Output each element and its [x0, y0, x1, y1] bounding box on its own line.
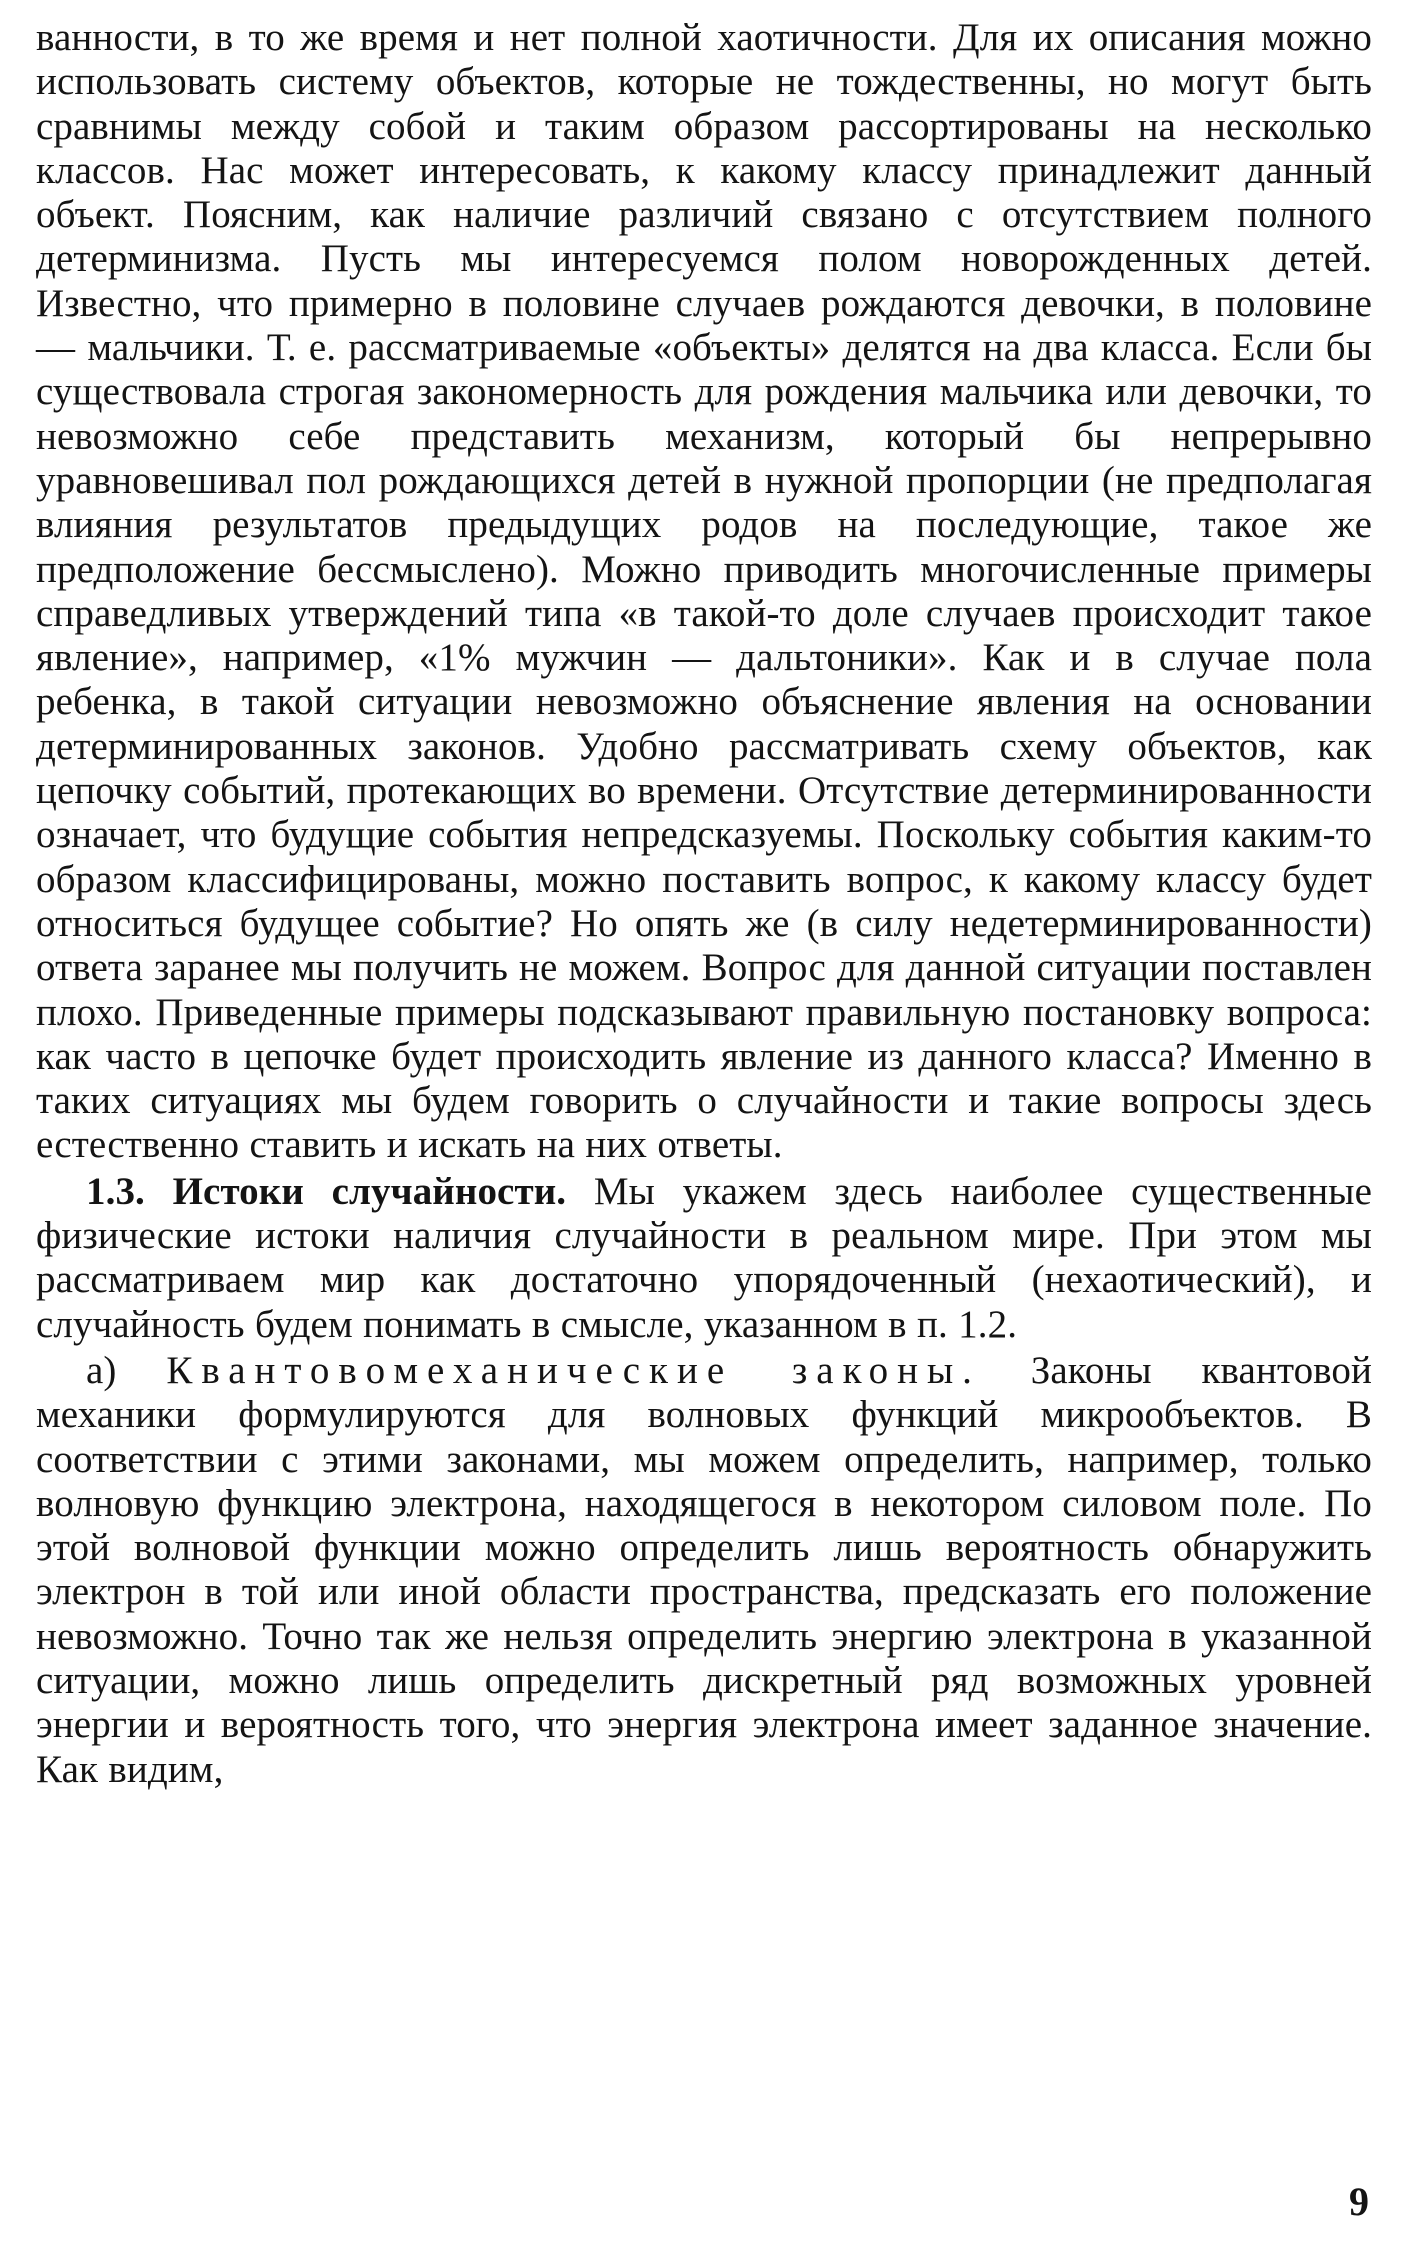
list-item-a: [36, 1349, 1372, 1792]
section-heading: 1.3. Истоки случайности.: [86, 1169, 567, 1213]
page-number: 9: [1349, 2179, 1369, 2224]
item-a-term: Квантовомеханические законы.: [166, 1348, 981, 1392]
section-intro-text: Мы укажем здесь наиболее существенные физические истоки наличия случайности в реальном мире. При этом мы рассматриваем мир как достаточно упорядоченный (нехаотический), и случайность будем понимать в смысле, указанном в п. 1.2.: [36, 1169, 1372, 1346]
page-body: [36, 16, 1372, 1792]
item-a-prefix: а): [86, 1348, 117, 1392]
item-a-text: Законы квантовой механики формулируются для волновых функций микрообъектов. В соответствии с этими законами, мы можем определить, например, только волновую функцию электрона, находящегося в некотором силовом поле. По этой волновой функции можно определить лишь вероятность обнаружить электрон в той или иной области пространства, предсказать его положение невозможно. Точно так же нельзя определить энергию электрона в указанной ситуации, можно лишь определить дискретный ряд возможных уровней энергии и вероятность того, что энергия электрона имеет заданное значение. Как видим,: [36, 1348, 1372, 1791]
section-paragraph: [36, 1170, 1372, 1347]
paragraph-continuation: ванности, в то же время и нет полной хаотичности. Для их описания можно использовать систему объектов, которые не тождественны, но могут быть сравнимы между собой и таким образом рассортированы на несколько классов. Нас может интересовать, к какому классу принадлежит данный объект. Поясним, как наличие различий связано с отсутствием полного детерминизма. Пусть мы интересуемся полом новорожденных детей. Известно, что примерно в половине случаев рождаются девочки, в половине — мальчики. Т. е. рассматриваемые «объекты» делятся на два класса. Если бы существовала строгая закономерность для рождения мальчика или девочки, то невозможно себе представить механизм, который бы непрерывно уравновешивал пол рождающихся детей в нужной пропорции (не предполагая влияния результатов предыдущих родов на последующие, такое же предположение бессмыслено). Можно приводить многочисленные примеры справедливых утверждений типа «в такой-то доле случаев происходит такое явление», например, «1% мужчин — дальтоники». Как и в случае пола ребенка, в такой ситуации невозможно объяснение явления на основании детерминированных законов. Удобно рассматривать схему объектов, как цепочку событий, протекающих во времени. Отсутствие детерминированности означает, что будущие события непредсказуемы. Поскольку события каким-то образом классифицированы, можно поставить вопрос, к какому классу будет относиться будущее событие? Но опять же (в силу недетерминированности) ответа заранее мы получить не можем. Вопрос для данной ситуации поставлен плохо. Приведенные примеры подсказывают правильную постановку вопроса: как часто в цепочке будет происходить явление из данного класса? Именно в таких ситуациях мы будем говорить о случайности и такие вопросы здесь естественно ставить и искать на них ответы.: [36, 16, 1372, 1167]
